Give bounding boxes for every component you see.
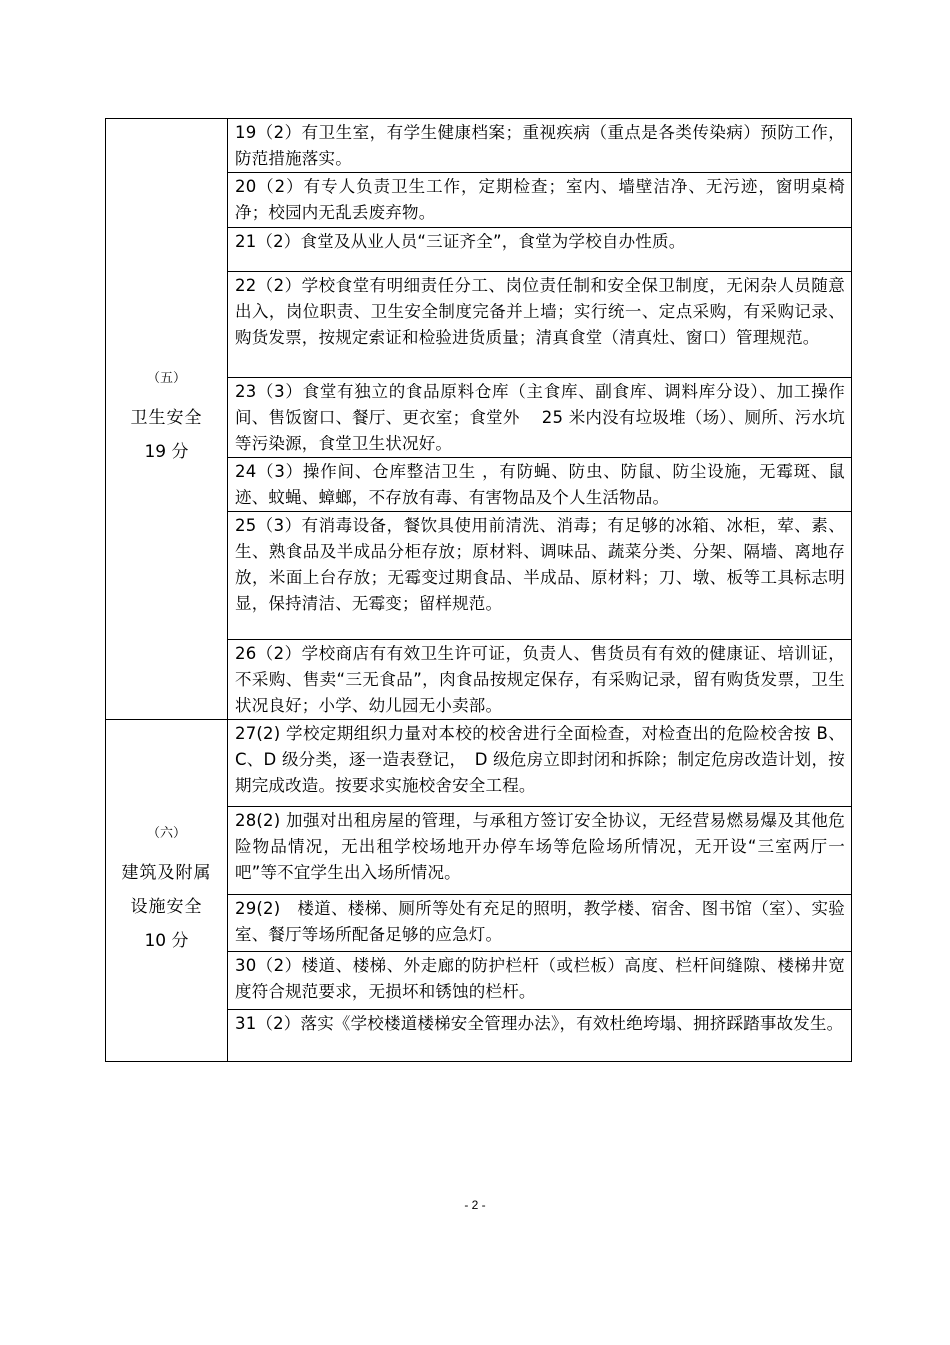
criteria-text: 26（2）学校商店有有效卫生许可证，负责人、售货员有有效的健康证、培训证，不采购、售卖“三无食品”，肉食品按规定保存，有采购记录，留有购货发票，卫生状况良好；小学、幼儿园无小卖部。 — [235, 644, 845, 715]
criteria-cell — [228, 1010, 852, 1062]
category-name-line: 建筑及附属 — [121, 862, 212, 883]
criteria-text: 27(2) 学校定期组织力量对本校的校舍进行全面检查，对检查出的危险校舍按 B、C、D 级分类，逐一造表登记， D 级危房立即封闭和拆除；制定危房改造计划，按期完成改造。按要求实施校舍安全工程。 — [235, 724, 845, 795]
criteria-text: 24（3）操作间、仓库整洁卫生 ，有防蝇、防虫、防鼠、防尘设施，无霉斑、鼠迹、蚊蝇、蟑螂，不存放有毒、有害物品及个人生活物品。 — [235, 462, 845, 507]
criteria-cell — [228, 807, 852, 895]
criteria-text: 22（2）学校食堂有明细责任分工、岗位责任制和安全保卫制度，无闲杂人员随意出入，岗位职责、卫生安全制度完备并上墙；实行统一、定点采购，有采购记录、购货发票，按规定索证和检验进货质量；清真食堂（清真灶、窗口）管理规范。 — [235, 276, 845, 347]
category-number: （六） — [146, 825, 186, 841]
criteria-text: 28(2) 加强对出租房屋的管理，与承租方签订安全协议，无经营易燃易爆及其他危险物品情况，无出租学校场地开办停车场等危险场所情况，无开设“三室两厅一吧”等不宜学生出入场所情况。 — [235, 811, 845, 882]
criteria-cell — [228, 640, 852, 720]
criteria-cell — [228, 173, 852, 228]
category-name-line: 设施安全 — [130, 896, 203, 917]
criteria-cell — [228, 119, 852, 173]
criteria-cell — [228, 952, 852, 1010]
category-cell-buildings — [106, 720, 228, 1062]
criteria-text: 25（3）有消毒设备，餐饮具使用前清洗、消毒；有足够的冰箱、冰柜，荤、素、生、熟食品及半成品分柜存放；原材料、调味品、蔬菜分类、分架、隔墙、离地存放，米面上台存放；无霉变过期食品、半成品、原材料；刀、墩、板等工具标志明显，保持清洁、无霉变；留样规范。 — [235, 516, 845, 613]
table-row — [106, 119, 852, 173]
safety-criteria-table — [105, 118, 852, 1062]
category-score: 19 分 — [144, 442, 189, 462]
criteria-text: 19（2）有卫生室，有学生健康档案；重视疾病（重点是各类传染病）预防工作，防范措施落实。 — [235, 123, 845, 168]
category-number: （五） — [146, 371, 186, 386]
criteria-text: 20（2）有专人负责卫生工作，定期检查；室内、墙壁洁净、无污迹，窗明桌椅净；校园内无乱丢废弃物。 — [235, 177, 845, 222]
criteria-cell — [228, 272, 852, 378]
criteria-text: 29(2) 楼道、楼梯、厕所等处有充足的照明，教学楼、宿舍、图书馆（室）、实验室、餐厅等场所配备足够的应急灯。 — [235, 899, 845, 944]
criteria-cell — [228, 512, 852, 640]
page-number: - 2 - — [464, 1198, 486, 1212]
category-cell-hygiene — [106, 119, 228, 720]
criteria-text: 23（3）食堂有独立的食品原料仓库（主食库、副食库、调料库分设）、加工操作间、售饭窗口、餐厅、更衣室；食堂外 25 米内没有垃圾堆（场）、厕所、污水坑等污染源，食堂卫生状况好。 — [235, 382, 845, 453]
criteria-cell — [228, 720, 852, 807]
criteria-cell — [228, 895, 852, 952]
category-name: 卫生安全 — [130, 408, 203, 428]
criteria-cell — [228, 378, 852, 458]
criteria-text: 21（2）食堂及从业人员“三证齐全”，食堂为学校自办性质。 — [235, 232, 686, 251]
criteria-text: 30（2）楼道、楼梯、外走廊的防护栏杆（或栏板）高度、栏杆间缝隙、楼梯井宽度符合规范要求，无损坏和锈蚀的栏杆。 — [235, 956, 845, 1001]
table-row — [106, 720, 852, 807]
criteria-cell — [228, 458, 852, 512]
category-score: 10 分 — [144, 930, 189, 951]
criteria-text: 31（2）落实《学校楼道楼梯安全管理办法》，有效杜绝垮塌、拥挤踩踏事故发生。 — [235, 1014, 844, 1033]
criteria-cell — [228, 228, 852, 272]
